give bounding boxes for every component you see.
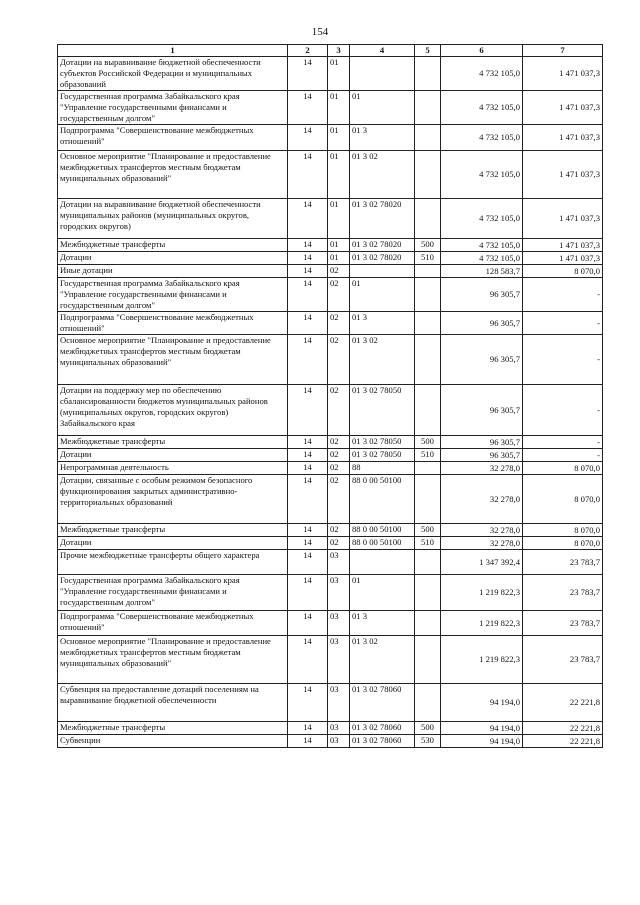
row-code-col5 (415, 312, 441, 335)
row-code-col3: 02 (328, 335, 350, 385)
row-value-col6: 94 194,0 (441, 722, 523, 735)
row-description: Дотации, связанные с особым режимом безопасного функционирования закрытых административно-территориальных образований (58, 475, 288, 524)
row-code-col3: 02 (328, 278, 350, 312)
row-value-col7: - (523, 335, 603, 385)
row-description: Государственная программа Забайкальского края "Управление государственными финансами и государственным долгом" (58, 575, 288, 611)
row-code-col3: 01 (328, 151, 350, 199)
row-description: Субвенции (58, 735, 288, 748)
row-code-col2: 14 (288, 252, 328, 265)
row-value-col7: 22 221,8 (523, 722, 603, 735)
row-value-col7: 8 070,0 (523, 265, 603, 278)
row-code-col4: 01 3 (350, 611, 415, 636)
row-description: Межбюджетные трансферты (58, 239, 288, 252)
row-value-col7: 1 471 037,3 (523, 151, 603, 199)
row-code-col4: 01 (350, 278, 415, 312)
row-code-col5 (415, 636, 441, 684)
table-row (58, 575, 603, 611)
row-value-col7: 8 070,0 (523, 537, 603, 550)
page-number: 154 (311, 26, 329, 38)
row-code-col5: 510 (415, 252, 441, 265)
table-row (58, 335, 603, 385)
row-code-col5 (415, 611, 441, 636)
column-header: 3 (328, 45, 350, 57)
table-row (58, 436, 603, 449)
table-row (58, 611, 603, 636)
row-code-col3: 03 (328, 684, 350, 722)
row-code-col4 (350, 57, 415, 91)
table-row (58, 537, 603, 550)
row-code-col5 (415, 57, 441, 91)
row-code-col2: 14 (288, 575, 328, 611)
row-value-col7: - (523, 436, 603, 449)
table-row (58, 199, 603, 239)
table-row (58, 735, 603, 748)
row-code-col5: 510 (415, 449, 441, 462)
row-code-col4: 01 3 02 (350, 636, 415, 684)
row-code-col4: 01 3 02 78050 (350, 436, 415, 449)
row-value-col7: 23 783,7 (523, 611, 603, 636)
row-value-col7: 23 783,7 (523, 550, 603, 575)
row-value-col6: 96 305,7 (441, 436, 523, 449)
row-code-col5: 500 (415, 524, 441, 537)
column-header: 1 (58, 45, 288, 57)
row-code-col4: 01 3 (350, 312, 415, 335)
row-code-col3: 03 (328, 575, 350, 611)
table-row (58, 385, 603, 436)
row-code-col2: 14 (288, 199, 328, 239)
row-code-col2: 14 (288, 151, 328, 199)
row-code-col2: 14 (288, 335, 328, 385)
row-value-col6: 96 305,7 (441, 449, 523, 462)
row-code-col5 (415, 151, 441, 199)
column-header: 7 (523, 45, 603, 57)
row-value-col7: - (523, 385, 603, 436)
table-row (58, 239, 603, 252)
row-code-col4: 01 3 02 78060 (350, 684, 415, 722)
row-code-col4: 01 3 02 78050 (350, 449, 415, 462)
row-value-col6: 1 219 822,3 (441, 611, 523, 636)
row-value-col7: - (523, 449, 603, 462)
row-value-col6: 96 305,7 (441, 385, 523, 436)
row-code-col3: 02 (328, 312, 350, 335)
row-code-col4: 01 (350, 91, 415, 125)
row-value-col7: - (523, 312, 603, 335)
row-code-col5: 500 (415, 239, 441, 252)
table-row (58, 91, 603, 125)
row-code-col3: 01 (328, 57, 350, 91)
row-code-col4: 01 3 02 78020 (350, 252, 415, 265)
row-code-col4: 01 3 02 (350, 335, 415, 385)
table-row (58, 57, 603, 91)
column-header: 4 (350, 45, 415, 57)
row-value-col6: 4 732 105,0 (441, 91, 523, 125)
row-description: Подпрограмма "Совершенствование межбюджетных отношений" (58, 125, 288, 151)
row-code-col5: 500 (415, 436, 441, 449)
row-code-col3: 02 (328, 265, 350, 278)
row-code-col4: 01 3 02 78050 (350, 385, 415, 436)
row-value-col6: 94 194,0 (441, 684, 523, 722)
table-row (58, 722, 603, 735)
column-header: 5 (415, 45, 441, 57)
row-value-col6: 1 219 822,3 (441, 575, 523, 611)
row-code-col4: 88 (350, 462, 415, 475)
row-code-col4 (350, 265, 415, 278)
row-code-col2: 14 (288, 312, 328, 335)
column-header: 2 (288, 45, 328, 57)
row-code-col5 (415, 265, 441, 278)
row-code-col3: 02 (328, 436, 350, 449)
row-code-col4: 01 3 02 78060 (350, 735, 415, 748)
row-code-col3: 01 (328, 91, 350, 125)
table-row (58, 252, 603, 265)
row-code-col2: 14 (288, 125, 328, 151)
row-description: Дотации (58, 537, 288, 550)
table-row (58, 449, 603, 462)
row-code-col5 (415, 278, 441, 312)
table-row (58, 524, 603, 537)
row-code-col4: 01 3 02 78020 (350, 199, 415, 239)
row-description: Прочие межбюджетные трансферты общего характера (58, 550, 288, 575)
row-value-col6: 4 732 105,0 (441, 239, 523, 252)
row-code-col2: 14 (288, 611, 328, 636)
row-description: Государственная программа Забайкальского края "Управление государственными финансами и государственным долгом" (58, 278, 288, 312)
row-description: Межбюджетные трансферты (58, 436, 288, 449)
row-code-col5 (415, 385, 441, 436)
row-value-col6: 32 278,0 (441, 537, 523, 550)
row-code-col5 (415, 475, 441, 524)
row-code-col5: 510 (415, 537, 441, 550)
row-value-col7: 8 070,0 (523, 475, 603, 524)
row-code-col3: 02 (328, 475, 350, 524)
row-description: Дотации на выравнивание бюджетной обеспеченности субъектов Российской Федерации и муниципальных образований (58, 57, 288, 91)
row-code-col2: 14 (288, 550, 328, 575)
row-code-col4: 01 3 02 (350, 151, 415, 199)
row-description: Подпрограмма "Совершенствование межбюджетных отношений" (58, 312, 288, 335)
row-code-col3: 01 (328, 239, 350, 252)
row-value-col6: 96 305,7 (441, 312, 523, 335)
row-value-col7: 8 070,0 (523, 462, 603, 475)
table-row (58, 312, 603, 335)
row-code-col5: 530 (415, 735, 441, 748)
table-row (58, 278, 603, 312)
row-value-col7: 22 221,8 (523, 684, 603, 722)
row-value-col6: 128 583,7 (441, 265, 523, 278)
row-value-col6: 32 278,0 (441, 462, 523, 475)
row-code-col3: 02 (328, 385, 350, 436)
row-value-col7: 1 471 037,3 (523, 57, 603, 91)
row-value-col7: 22 221,8 (523, 735, 603, 748)
row-code-col5 (415, 462, 441, 475)
row-value-col6: 96 305,7 (441, 335, 523, 385)
row-code-col2: 14 (288, 524, 328, 537)
row-code-col3: 02 (328, 462, 350, 475)
row-description: Подпрограмма "Совершенствование межбюджетных отношений" (58, 611, 288, 636)
row-value-col6: 4 732 105,0 (441, 57, 523, 91)
row-description: Межбюджетные трансферты (58, 722, 288, 735)
row-code-col2: 14 (288, 278, 328, 312)
row-code-col3: 03 (328, 735, 350, 748)
row-code-col2: 14 (288, 684, 328, 722)
row-value-col6: 32 278,0 (441, 475, 523, 524)
row-value-col6: 4 732 105,0 (441, 125, 523, 151)
row-value-col7: 23 783,7 (523, 636, 603, 684)
row-code-col2: 14 (288, 449, 328, 462)
table-row (58, 684, 603, 722)
row-code-col2: 14 (288, 636, 328, 684)
row-code-col4: 01 (350, 575, 415, 611)
row-value-col7: 1 471 037,3 (523, 91, 603, 125)
row-code-col4: 88 0 00 50100 (350, 475, 415, 524)
row-code-col2: 14 (288, 91, 328, 125)
row-code-col2: 14 (288, 537, 328, 550)
row-code-col4: 88 0 00 50100 (350, 524, 415, 537)
row-code-col3: 02 (328, 449, 350, 462)
table-row (58, 151, 603, 199)
row-code-col3: 03 (328, 722, 350, 735)
row-description: Дотации (58, 449, 288, 462)
row-description: Государственная программа Забайкальского края "Управление государственными финансами и государственным долгом" (58, 91, 288, 125)
row-code-col4: 01 3 02 78020 (350, 239, 415, 252)
row-code-col5 (415, 684, 441, 722)
column-header: 6 (441, 45, 523, 57)
row-code-col5 (415, 550, 441, 575)
table-row (58, 636, 603, 684)
row-code-col2: 14 (288, 722, 328, 735)
row-code-col4 (350, 550, 415, 575)
table-row (58, 550, 603, 575)
row-code-col3: 03 (328, 550, 350, 575)
row-value-col7: 1 471 037,3 (523, 199, 603, 239)
row-value-col6: 94 194,0 (441, 735, 523, 748)
row-code-col2: 14 (288, 265, 328, 278)
row-code-col2: 14 (288, 239, 328, 252)
row-value-col7: - (523, 278, 603, 312)
row-code-col2: 14 (288, 436, 328, 449)
row-description: Иные дотации (58, 265, 288, 278)
table-row (58, 125, 603, 151)
row-code-col3: 02 (328, 524, 350, 537)
row-value-col6: 4 732 105,0 (441, 252, 523, 265)
row-code-col2: 14 (288, 462, 328, 475)
row-code-col3: 02 (328, 537, 350, 550)
row-description: Дотации (58, 252, 288, 265)
row-code-col3: 03 (328, 611, 350, 636)
row-code-col5 (415, 335, 441, 385)
row-code-col4: 88 0 00 50100 (350, 537, 415, 550)
row-value-col7: 23 783,7 (523, 575, 603, 611)
row-value-col7: 8 070,0 (523, 524, 603, 537)
row-description: Основное мероприятие "Планирование и предоставление межбюджетных трансфертов местным бюджетам муниципальных образований" (58, 151, 288, 199)
table-header-row (58, 45, 603, 57)
row-value-col7: 1 471 037,3 (523, 239, 603, 252)
row-code-col5: 500 (415, 722, 441, 735)
row-code-col3: 03 (328, 636, 350, 684)
row-description: Непрограммная деятельность (58, 462, 288, 475)
budget-table (57, 44, 603, 748)
row-value-col7: 1 471 037,3 (523, 252, 603, 265)
row-value-col6: 96 305,7 (441, 278, 523, 312)
row-value-col7: 1 471 037,3 (523, 125, 603, 151)
row-code-col4: 01 3 (350, 125, 415, 151)
row-value-col6: 4 732 105,0 (441, 199, 523, 239)
row-description: Межбюджетные трансферты (58, 524, 288, 537)
row-code-col2: 14 (288, 735, 328, 748)
row-value-col6: 1 347 392,4 (441, 550, 523, 575)
row-code-col4: 01 3 02 78060 (350, 722, 415, 735)
row-description: Основное мероприятие "Планирование и предоставление межбюджетных трансфертов местным бюджетам муниципальных образований" (58, 335, 288, 385)
row-code-col2: 14 (288, 385, 328, 436)
row-code-col5 (415, 91, 441, 125)
row-description: Дотации на выравнивание бюджетной обеспеченности муниципальных районов (муниципальных округов, городских округов) (58, 199, 288, 239)
row-value-col6: 1 219 822,3 (441, 636, 523, 684)
row-value-col6: 32 278,0 (441, 524, 523, 537)
row-code-col2: 14 (288, 475, 328, 524)
table-row (58, 265, 603, 278)
row-code-col2: 14 (288, 57, 328, 91)
row-code-col5 (415, 125, 441, 151)
row-code-col5 (415, 199, 441, 239)
row-code-col5 (415, 575, 441, 611)
row-description: Дотации на поддержку мер по обеспечению сбалансированности бюджетов муниципальных районов (муниципальных округов, городских округов) Забайкальского края (58, 385, 288, 436)
row-code-col3: 01 (328, 125, 350, 151)
row-value-col6: 4 732 105,0 (441, 151, 523, 199)
table-row (58, 475, 603, 524)
row-description: Субвенция на предоставление дотаций поселениям на выравнивание бюджетной обеспеченности (58, 684, 288, 722)
row-description: Основное мероприятие "Планирование и предоставление межбюджетных трансфертов местным бюджетам муниципальных образований" (58, 636, 288, 684)
row-code-col3: 01 (328, 252, 350, 265)
table-row (58, 462, 603, 475)
row-code-col3: 01 (328, 199, 350, 239)
